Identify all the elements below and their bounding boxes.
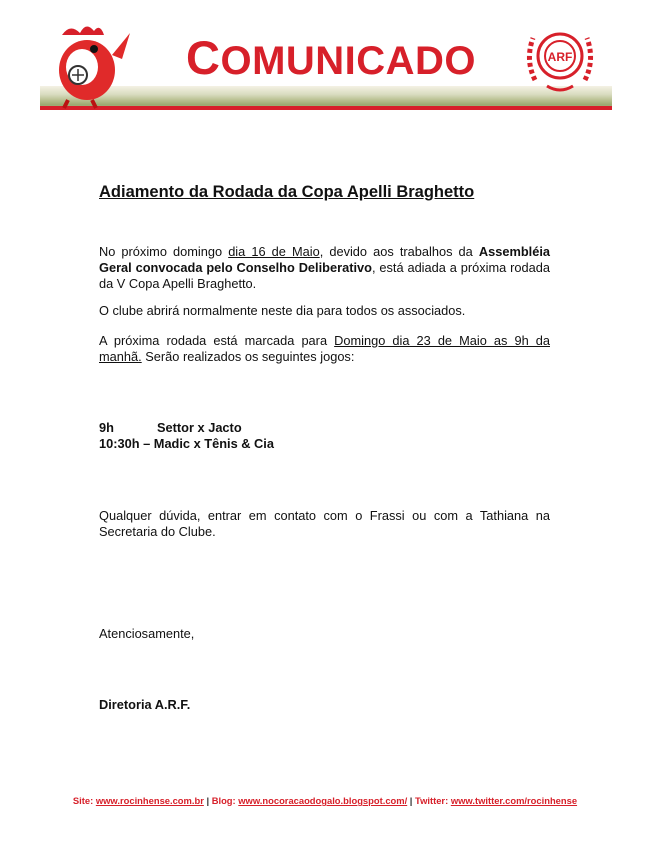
games-list xyxy=(99,420,274,452)
paragraph-club-open: O clube abrirá normalmente neste dia para todos os associados. xyxy=(99,303,466,318)
club-emblem-icon xyxy=(521,20,599,98)
letterhead xyxy=(0,0,650,115)
document-title: COMUNICADO xyxy=(186,31,477,84)
paragraph-contact: Qualquer dúvida, entrar em contato com o Frassi ou com a Tathiana na Secretaria do Clube. xyxy=(99,508,550,539)
paragraph-postponement: No próximo domingo dia 16 de Maio, devido aos trabalhos da Assembléia Geral convocada pelo Conselho Deliberativo, está adiada a próxima rodada da V Copa Apelli Braghetto. xyxy=(99,244,550,291)
next-date-underlined: Domingo dia 23 de Maio as 9h da manhã. xyxy=(99,333,550,364)
blog-link[interactable]: www.nocoracaodogalo.blogspot.com/ xyxy=(238,795,408,806)
page-title: Adiamento da Rodada da Copa Apelli Braghetto xyxy=(99,183,475,201)
emblem-text: ARF xyxy=(547,50,573,64)
site-link[interactable]: www.rocinhense.com.br xyxy=(95,795,204,806)
closing: Atenciosamente, xyxy=(99,626,195,641)
assembly-bold: Assembléia Geral convocada pelo Conselho Deliberativo xyxy=(99,244,550,275)
signature: Diretoria A.R.F. xyxy=(99,697,191,712)
rooster-mascot-icon xyxy=(42,15,137,110)
game-row: 9h Settor x Jacto xyxy=(99,420,242,435)
date-underlined: dia 16 de Maio xyxy=(228,244,320,259)
paragraph-next-round: A próxima rodada está marcada para Domingo dia 23 de Maio as 9h da manhã. Serão realizados os seguintes jogos: xyxy=(99,333,550,364)
game-row: 10:30h – Madic x Tênis & Cia xyxy=(99,436,274,451)
footer: Site: www.rocinhense.com.br | Blog: www.nocoracaodogalo.blogspot.com/ | Twitter: www.twitter.com/rocinhense xyxy=(72,795,578,806)
twitter-link[interactable]: www.twitter.com/rocinhense xyxy=(450,795,578,806)
